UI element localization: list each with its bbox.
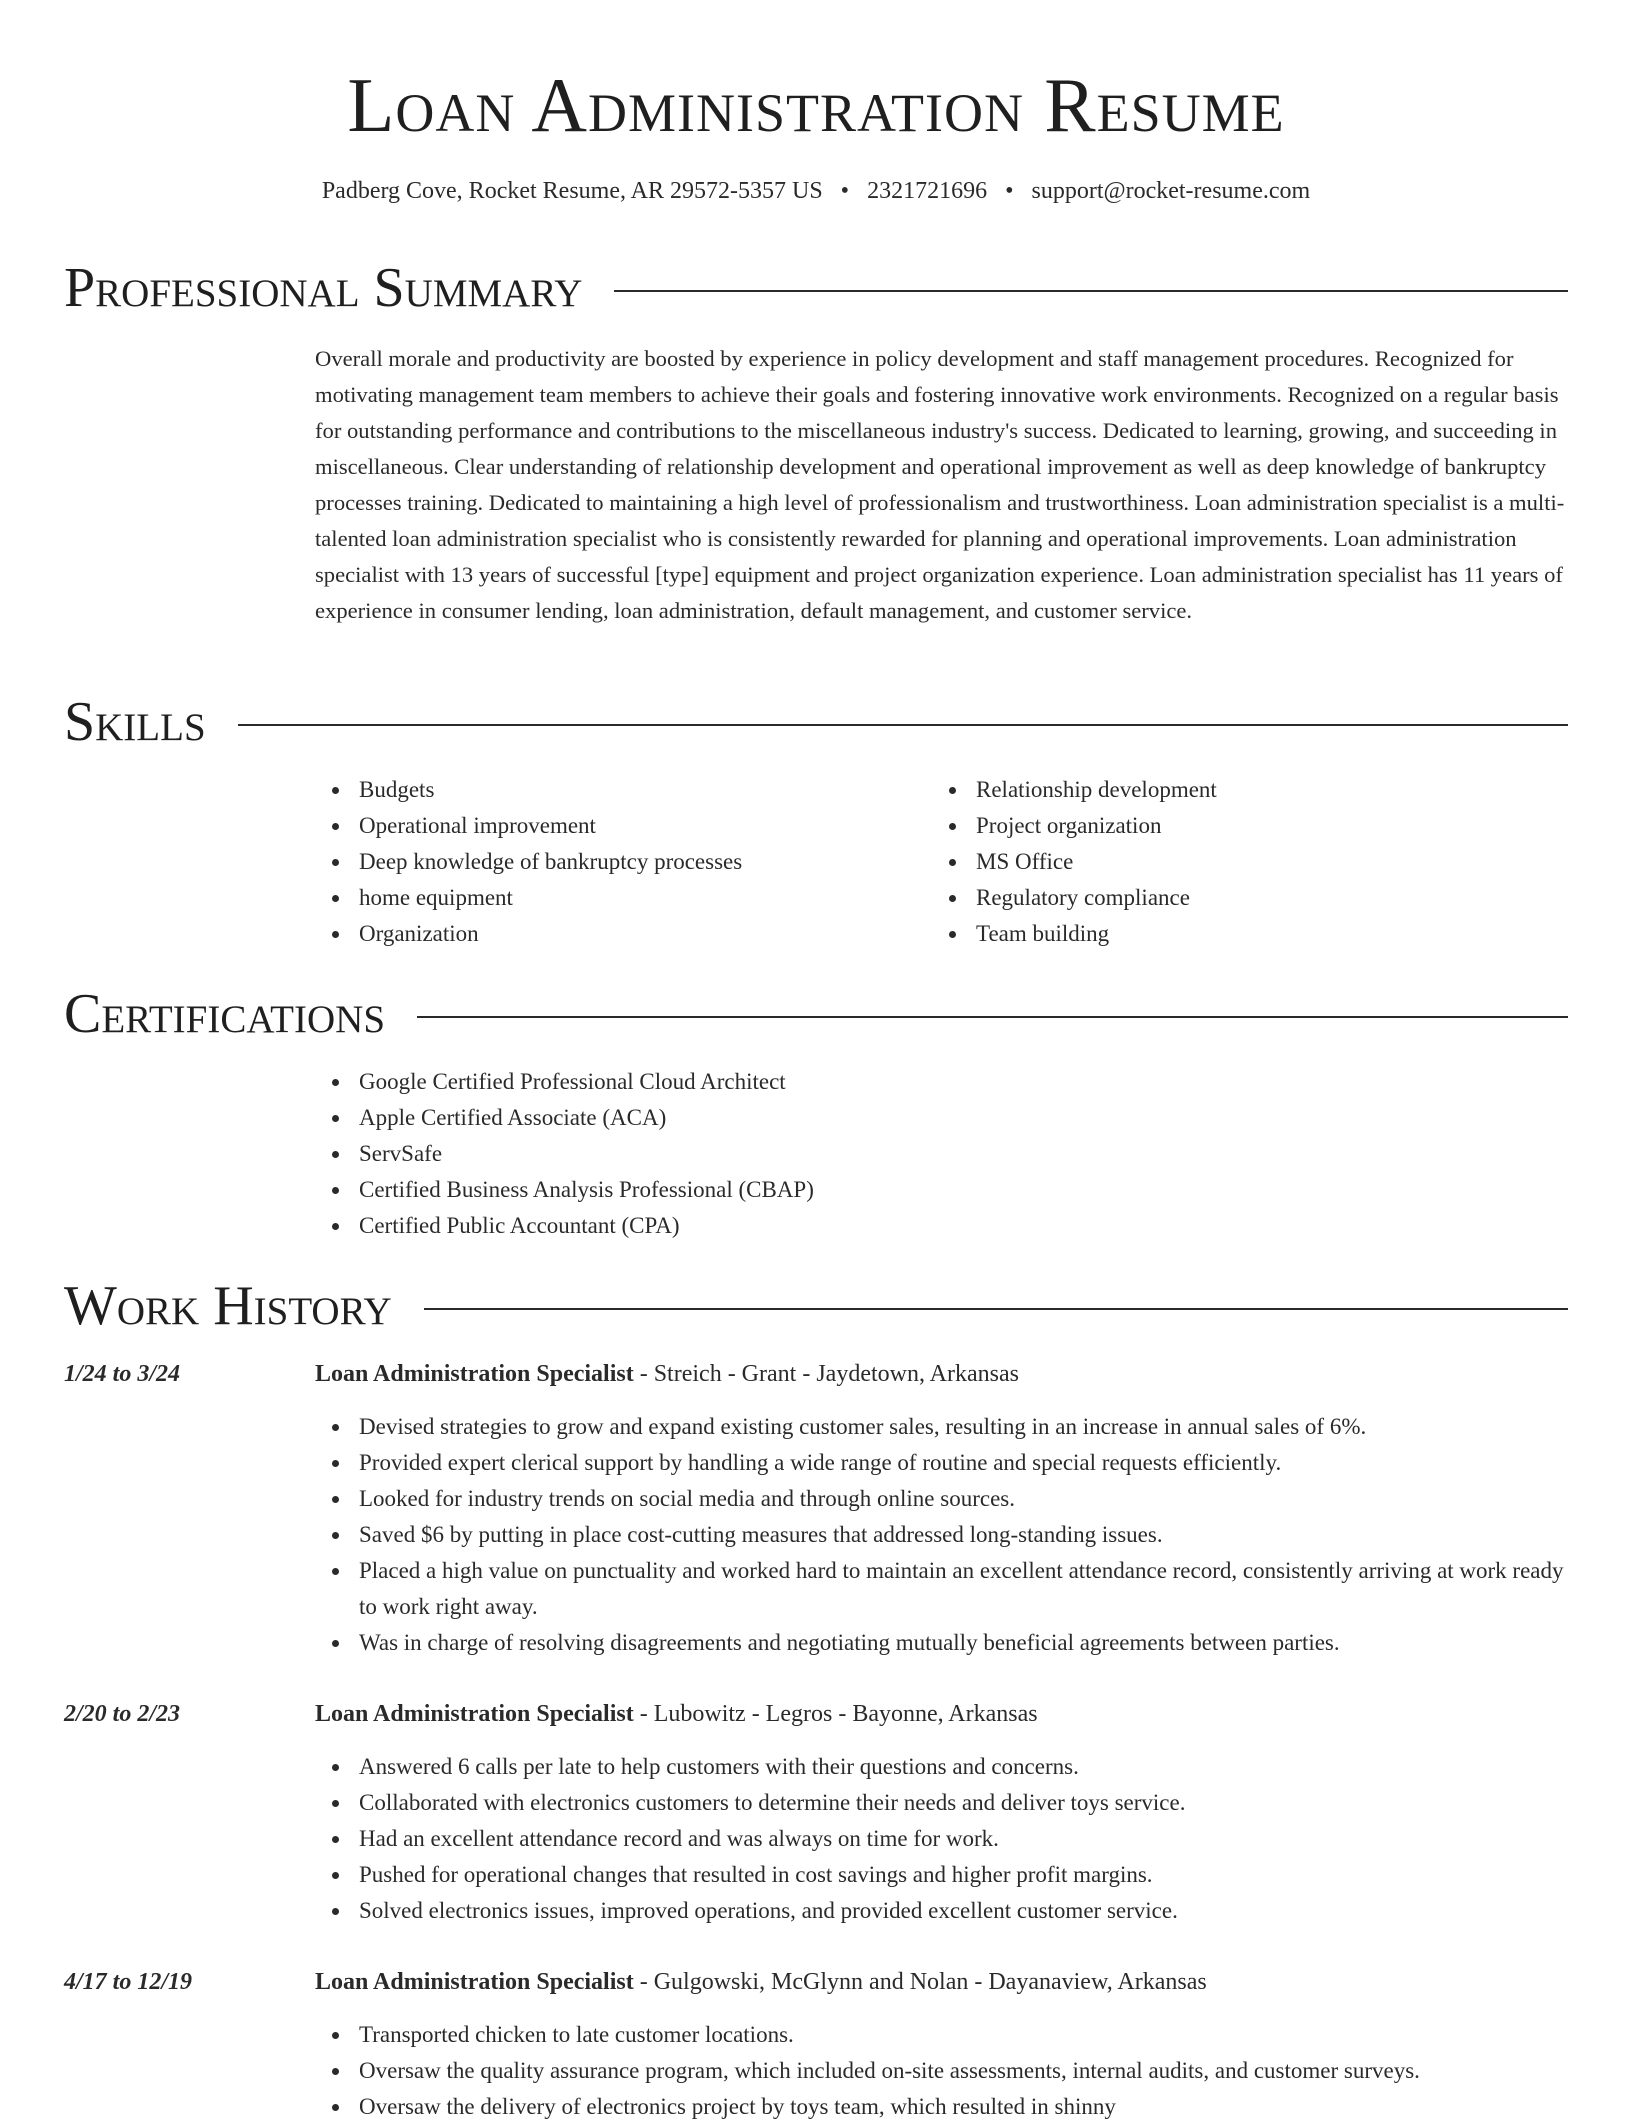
summary-section-header [64,258,1568,318]
section-divider [424,1308,1568,1310]
certification-item: ServSafe [315,1136,1515,1172]
job-dates: 1/24 to 3/24 [64,1361,181,1387]
resume-title: Loan Administration Resume [347,62,1285,148]
certification-item: Certified Business Analysis Professional (CBAP) [315,1172,1515,1208]
contact-email[interactable]: support@rocket-resume.com [1031,178,1311,204]
contact-phone: 2321721696 [867,178,988,204]
skills-section-header [64,692,1568,752]
job-title-line [315,1966,1207,1998]
certifications-list [315,1064,1515,1244]
job-bullet: Saved $6 by putting in place cost-cutting measures that addressed long-standing issues. [315,1517,1568,1553]
job-bullet: Provided expert clerical support by handling a wide range of routine and special requests efficiently. [315,1445,1568,1481]
certification-item: Certified Public Accountant (CPA) [315,1208,1515,1244]
job-employer: - Streich - Grant - Jaydetown, Arkansas [633,1361,1019,1387]
work-section-header [64,1276,1568,1336]
section-divider [238,724,1568,726]
job-bullet: Pushed for operational changes that resulted in cost savings and higher profit margins. [315,1857,1568,1893]
job-bullet-list [315,1409,1568,1661]
skill-item: Project organization [932,808,1532,844]
contact-address: Padberg Cove, Rocket Resume, AR 29572-5357 US [321,178,823,204]
certifications-section-header [64,984,1568,1044]
job-dates: 2/20 to 2/23 [64,1701,181,1727]
job-dates: 4/17 to 12/19 [64,1969,193,1995]
skill-item: Team building [932,916,1532,952]
skills-heading: Skills [64,691,206,753]
skill-item: Deep knowledge of bankruptcy processes [315,844,915,880]
skill-item: home equipment [315,880,915,916]
job-bullet: Answered 6 calls per late to help customers with their questions and concerns. [315,1749,1568,1785]
job-bullet: Devised strategies to grow and expand existing customer sales, resulting in an increase in annual sales of 6%. [315,1409,1568,1445]
certification-item: Google Certified Professional Cloud Architect [315,1064,1515,1100]
job-title-line [315,1698,1038,1730]
job-bullet: Solved electronics issues, improved operations, and provided excellent customer service. [315,1893,1568,1929]
section-divider [417,1016,1568,1018]
skills-list-left [315,772,915,952]
contact-separator: • [1005,178,1014,204]
job-bullet: Oversaw the delivery of electronics project by toys team, which resulted in shinny [315,2089,1568,2125]
certifications-heading: Certifications [64,983,386,1045]
work-heading: Work History [64,1275,392,1337]
job-role: Loan Administration Specialist [315,1969,634,1995]
job-employer: - Gulgowski, McGlynn and Nolan - Dayanaview, Arkansas [633,1969,1207,1995]
job-bullet: Oversaw the quality assurance program, which included on-site assessments, internal audits, and customer surveys. [315,2053,1568,2089]
job-bullet-list [315,1749,1568,1929]
job-bullet: Had an excellent attendance record and was always on time for work. [315,1821,1568,1857]
skills-list-right [932,772,1532,952]
job-role: Loan Administration Specialist [315,1701,634,1727]
contact-separator: • [840,178,850,204]
job-bullet: Collaborated with electronics customers to determine their needs and deliver toys service. [315,1785,1568,1821]
summary-heading: Professional Summary [64,257,583,319]
certification-item: Apple Certified Associate (ACA) [315,1100,1515,1136]
job-role: Loan Administration Specialist [315,1361,634,1387]
job-employer: - Lubowitz - Legros - Bayonne, Arkansas [633,1701,1038,1727]
job-title-line [315,1358,1019,1390]
job-bullet: Looked for industry trends on social media and through online sources. [315,1481,1568,1517]
skill-item: MS Office [932,844,1532,880]
skill-item: Budgets [315,772,915,808]
job-bullet-list [315,2017,1568,2125]
contact-line [0,176,1632,206]
job-bullet: Transported chicken to late customer locations. [315,2017,1568,2053]
skill-item: Organization [315,916,915,952]
job-bullet: Placed a high value on punctuality and worked hard to maintain an excellent attendance record, consistently arriving at work ready to work right away. [315,1553,1568,1625]
skill-item: Relationship development [932,772,1532,808]
skill-item: Operational improvement [315,808,915,844]
section-divider [614,290,1568,292]
skill-item: Regulatory compliance [932,880,1532,916]
summary-text: Overall morale and productivity are boosted by experience in policy development and staff management procedures. Recognized for motivating management team members to achieve their goals and fostering innovative work environments. Recognized on a regular basis for outstanding performance and contributions to the miscellaneous industry's success. Dedicated to learning, growing, and succeeding in miscellaneous. Clear understanding of relationship development and operational improvement as well as deep knowledge of bankruptcy processes training. Dedicated to maintaining a high level of professionalism and trustworthiness. Loan administration specialist is a multi-talented loan administration specialist who is consistently rewarded for planning and operational improvements. Loan administration specialist with 13 years of successful [type] equipment and project organization experience. Loan administration specialist has 11 years of experience in consumer lending, loan administration, default management, and customer service. [315,346,1565,623]
job-bullet: Was in charge of resolving disagreements and negotiating mutually beneficial agreements between parties. [315,1625,1568,1661]
